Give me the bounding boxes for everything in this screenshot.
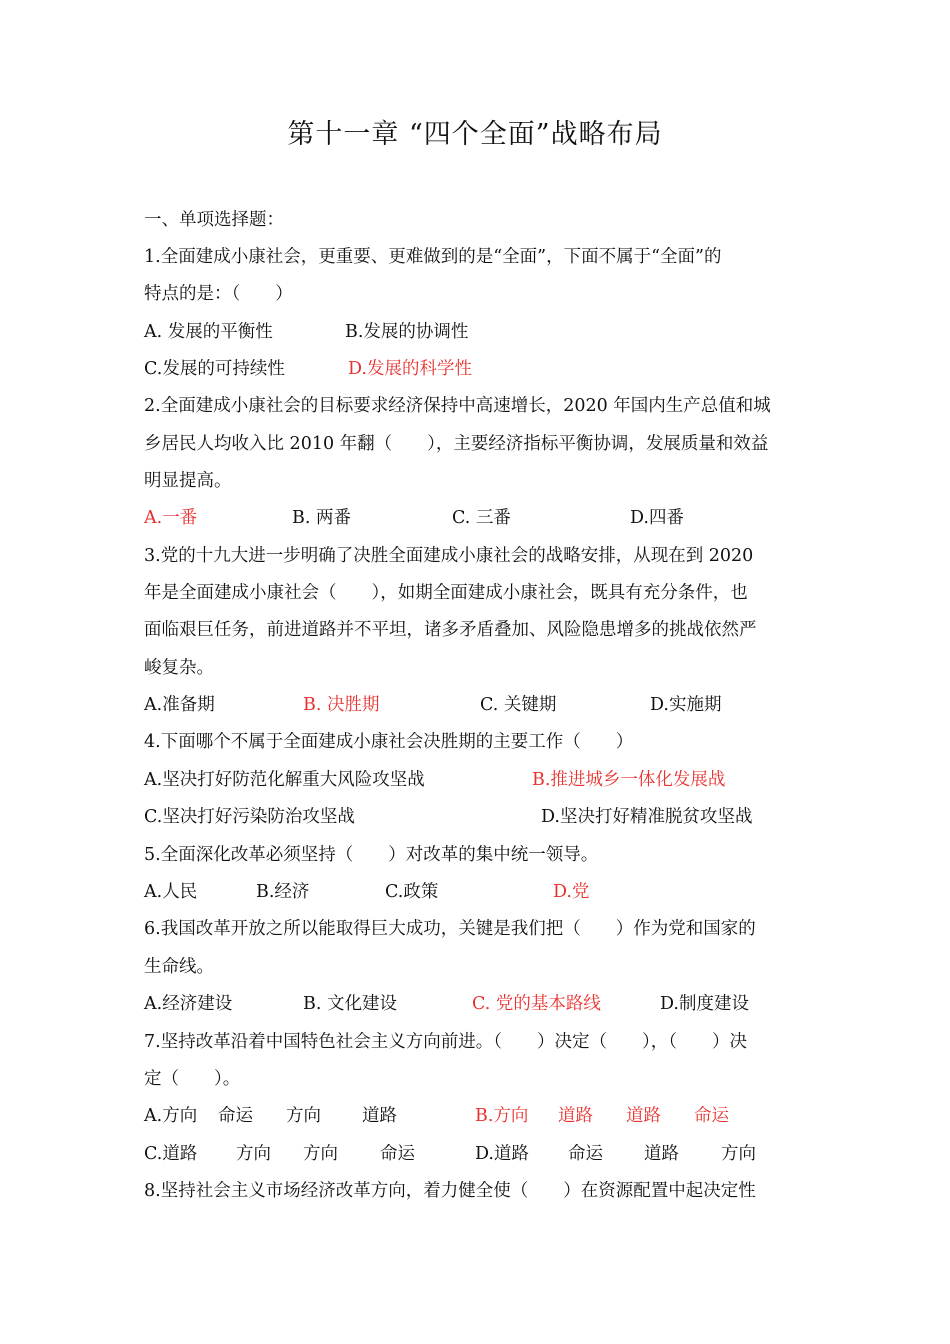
q4-option-c: C.坚决打好污染防治攻坚战 — [144, 807, 355, 827]
q7-option-b-word4-answer: 命运 — [694, 1106, 729, 1126]
q2-option-c: C. 三番 — [452, 508, 511, 528]
q7-option-c-word1: C.道路 — [144, 1144, 198, 1164]
q7-option-c-word4: 命运 — [380, 1144, 415, 1164]
q7-option-c-word2: 方向 — [236, 1144, 271, 1164]
q1-option-c: C.发展的可持续性 — [144, 359, 285, 379]
q5-option-c: C.政策 — [385, 882, 439, 902]
q7-option-a-word3: 方向 — [286, 1106, 321, 1126]
q6-option-c-answer: C. 党的基本路线 — [472, 994, 601, 1014]
q7-option-c-word3: 方向 — [303, 1144, 338, 1164]
chapter-title: 第十一章 “四个全面”战略布局 — [287, 119, 663, 150]
q7-option-a-word4: 道路 — [362, 1106, 397, 1126]
q3-option-a: A.准备期 — [144, 695, 215, 715]
q1-stem-line1: 1.全面建成小康社会，更重要、更难做到的是“全面”，下面不属于“全面”的 — [144, 247, 722, 267]
q3-option-c: C. 关键期 — [480, 695, 557, 715]
q7-option-a-word1: A.方向 — [144, 1106, 198, 1126]
q3-stem-line2: 年是全面建成小康社会（ ），如期全面建成小康社会，既具有充分条件，也 — [144, 583, 748, 603]
q7-option-a-word2: 命运 — [218, 1106, 253, 1126]
q1-option-d-answer: D.发展的科学性 — [348, 359, 472, 379]
q5-option-b: B.经济 — [256, 882, 310, 902]
q4-stem-line1: 4.下面哪个不属于全面建成小康社会决胜期的主要工作（ ） — [144, 732, 634, 752]
q5-option-d-answer: D.党 — [553, 882, 590, 902]
q1-stem-line2: 特点的是：（ ） — [144, 284, 293, 304]
q7-option-d-word2: 命运 — [568, 1144, 603, 1164]
q8-stem-line1: 8.坚持社会主义市场经济改革方向，着力健全使（ ）在资源配置中起决定性 — [144, 1181, 756, 1201]
q5-option-a: A.人民 — [144, 882, 198, 902]
q4-option-b-answer: B.推进城乡一体化发展战 — [532, 770, 726, 790]
section-heading: 一、单项选择题： — [144, 210, 284, 230]
q1-option-b: B.发展的协调性 — [345, 322, 469, 342]
q7-stem-line2: 定（ ）。 — [144, 1069, 241, 1089]
q6-option-d: D.制度建设 — [660, 994, 749, 1014]
q2-stem-line3: 明显提高。 — [144, 471, 232, 491]
q6-option-a: A.经济建设 — [144, 994, 233, 1014]
q6-stem-line2: 生命线。 — [144, 957, 214, 977]
q7-option-d-word1: D.道路 — [475, 1144, 529, 1164]
q7-option-b-word2-answer: 道路 — [558, 1106, 593, 1126]
q2-stem-line2: 乡居民人均收入比 2010 年翻（ ），主要经济指标平衡协调，发展质量和效益 — [144, 434, 769, 454]
q7-option-b-word1-answer: B.方向 — [475, 1106, 529, 1126]
q5-stem-line1: 5.全面深化改革必须坚持（ ）对改革的集中统一领导。 — [144, 845, 599, 865]
q7-option-b-word3-answer: 道路 — [626, 1106, 661, 1126]
q7-stem-line1: 7.坚持改革沿着中国特色社会主义方向前进。（ ）决定（ ），（ ）决 — [144, 1032, 747, 1052]
q2-option-d: D.四番 — [630, 508, 684, 528]
q3-option-b-answer: B. 决胜期 — [303, 695, 380, 715]
q7-option-d-word3: 道路 — [644, 1144, 679, 1164]
q4-option-d: D.坚决打好精准脱贫攻坚战 — [541, 807, 753, 827]
q3-stem-line4: 峻复杂。 — [144, 658, 214, 678]
q3-option-d: D.实施期 — [650, 695, 722, 715]
q4-option-a: A.坚决打好防范化解重大风险攻坚战 — [144, 770, 425, 790]
q2-option-b: B. 两番 — [292, 508, 351, 528]
q3-stem-line1: 3.党的十九大进一步明确了决胜全面建成小康社会的战略安排，从现在到 2020 — [144, 546, 754, 566]
q1-option-a: A. 发展的平衡性 — [144, 322, 273, 342]
q6-option-b: B. 文化建设 — [303, 994, 397, 1014]
q2-stem-line1: 2.全面建成小康社会的目标要求经济保持中高速增长，2020 年国内生产总值和城 — [144, 396, 771, 416]
q7-option-d-word4: 方向 — [721, 1144, 756, 1164]
q2-option-a-answer: A.一番 — [144, 508, 198, 528]
q6-stem-line1: 6.我国改革开放之所以能取得巨大成功，关键是我们把（ ）作为党和国家的 — [144, 919, 756, 939]
q3-stem-line3: 面临艰巨任务，前进道路并不平坦，诸多矛盾叠加、风险隐患增多的挑战依然严 — [144, 620, 757, 640]
